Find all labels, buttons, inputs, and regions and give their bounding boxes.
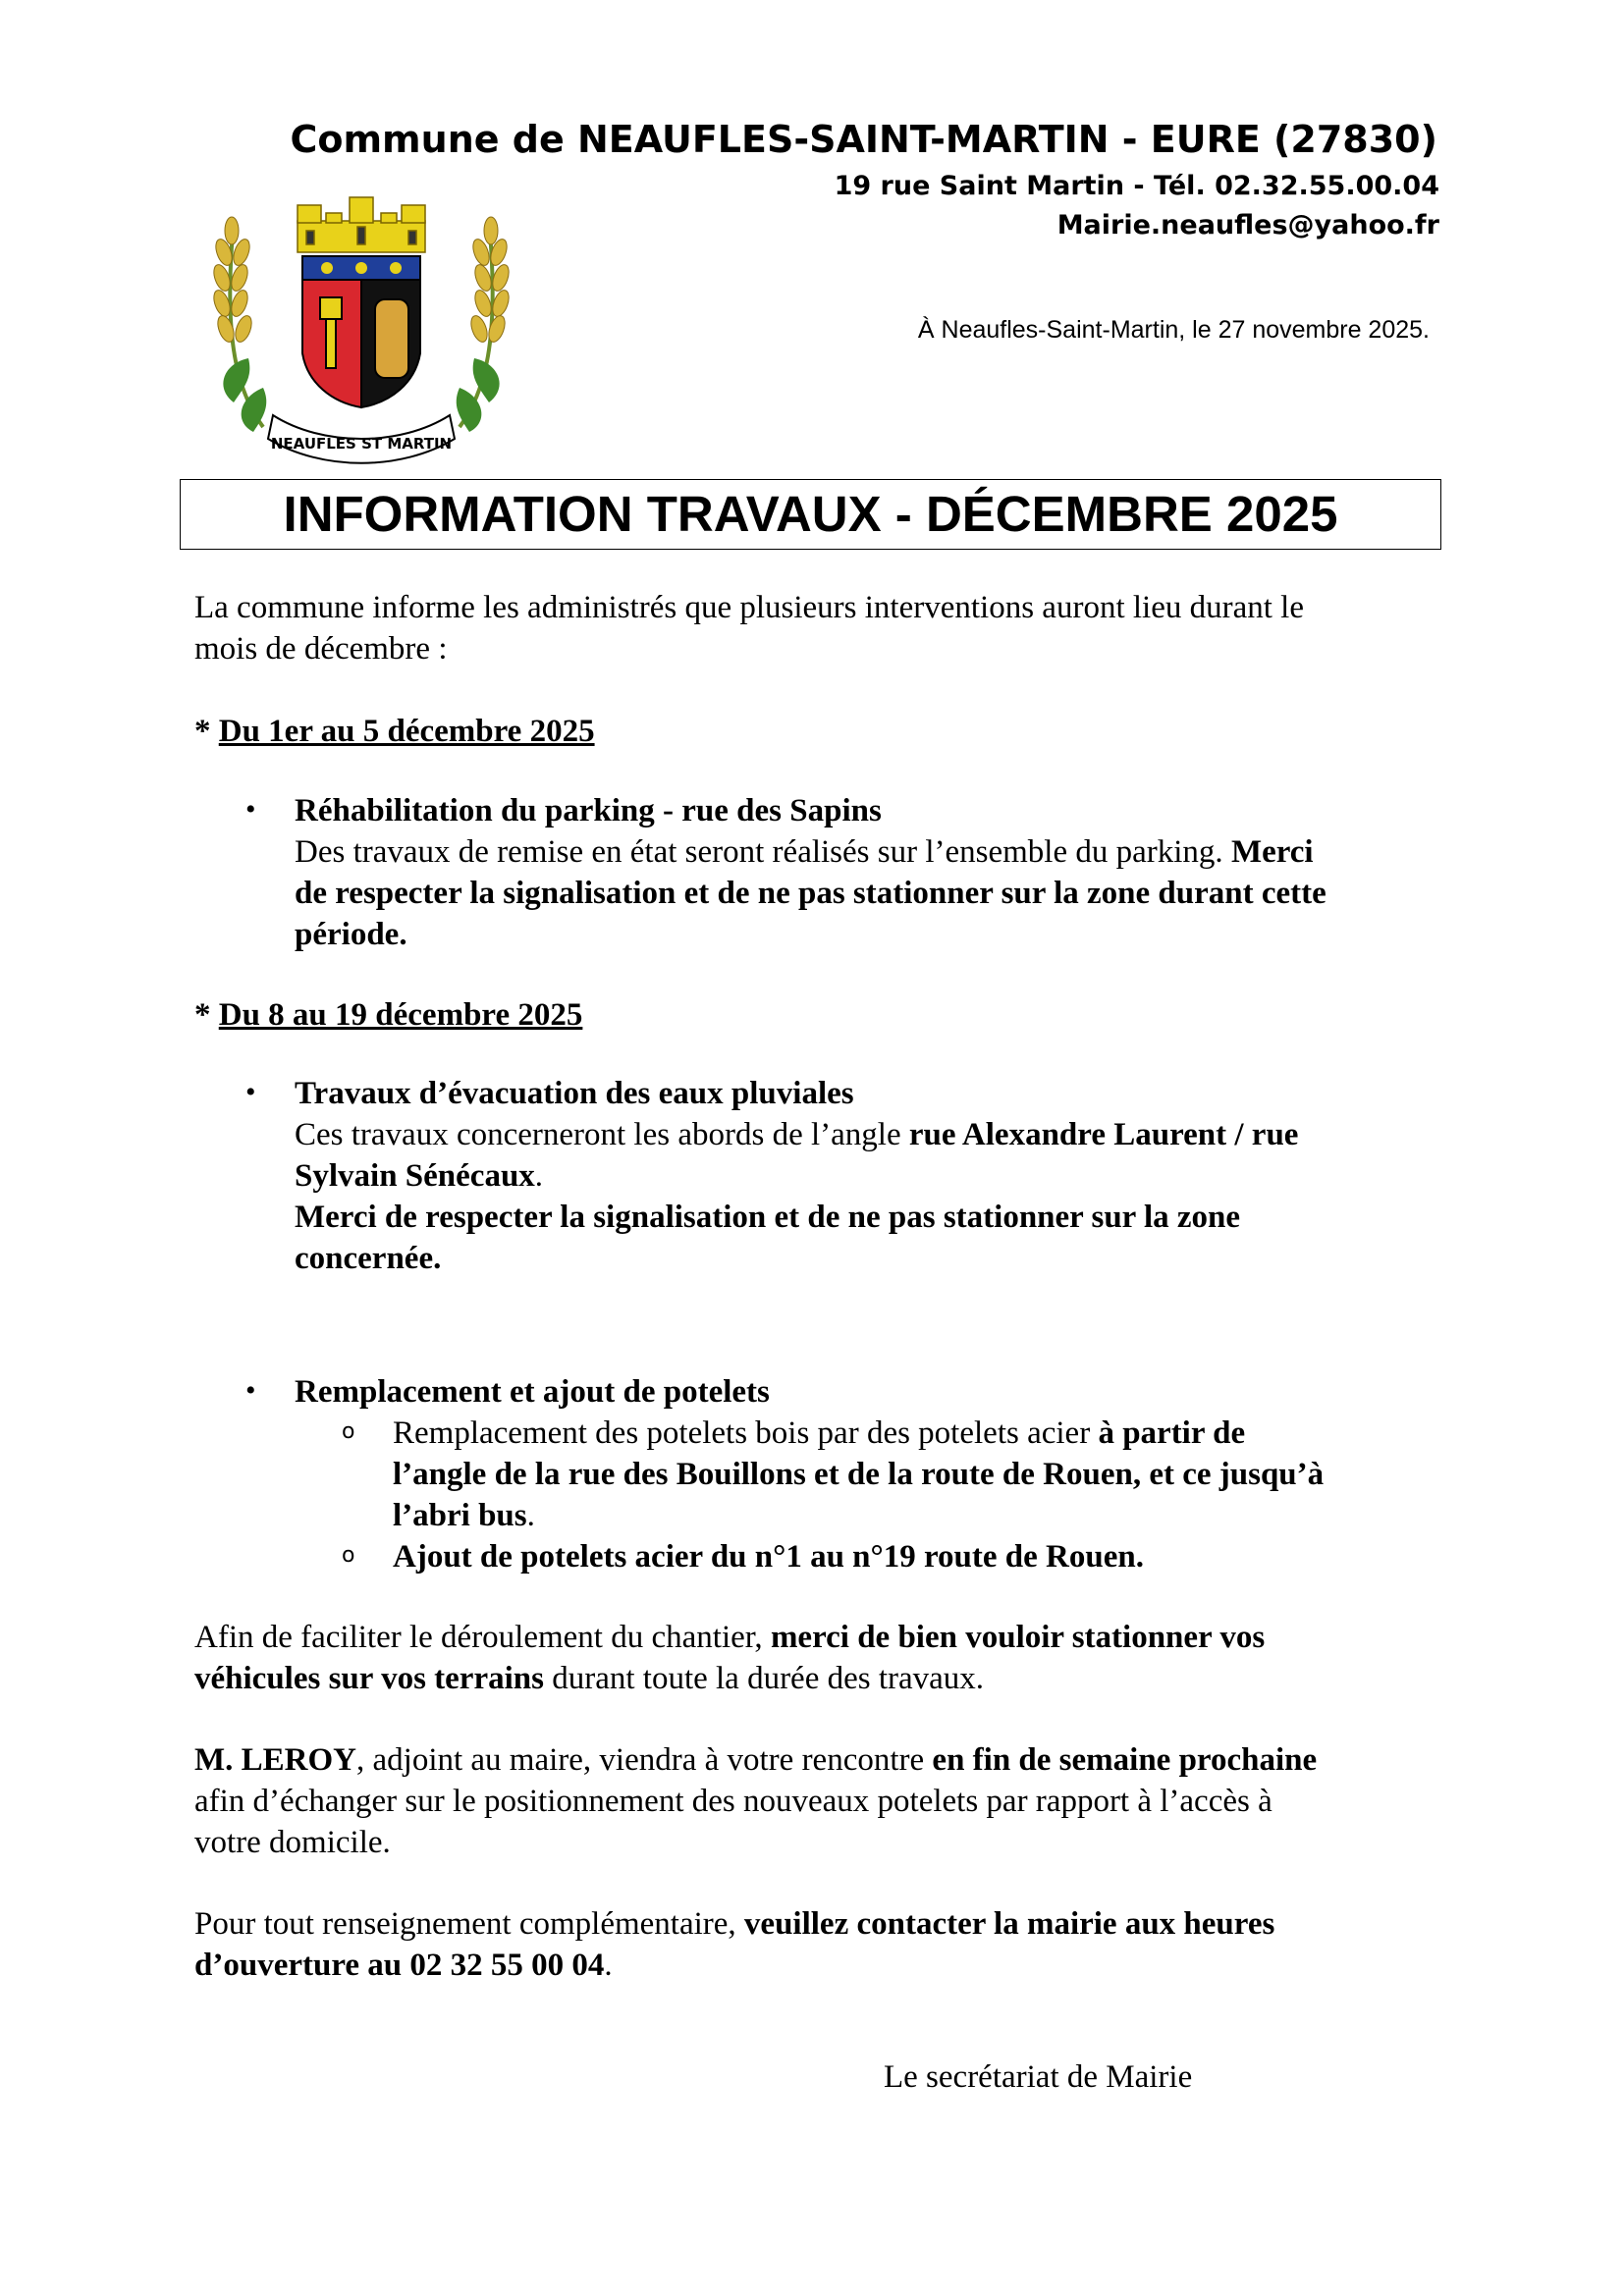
paragraph-line: véhicules sur vos terrains durant toute la durée des travaux. (194, 1661, 985, 1696)
bullet-icon: • (245, 793, 256, 826)
paragraph-line: Pour tout renseignement complémentaire, veuillez contacter la mairie aux heures (194, 1906, 1275, 1942)
item-text: Sylvain Sénécaux. (295, 1158, 544, 1194)
ribbon-text: NEAUFLES ST MARTIN (270, 435, 453, 453)
item-text: concernée. (295, 1241, 442, 1276)
paragraph-line: d’ouverture au 02 32 55 00 04. (194, 1948, 613, 1983)
bullet-icon: • (245, 1076, 256, 1108)
sub-item-text: l’abri bus. (393, 1498, 535, 1533)
bullet-icon: • (245, 1374, 256, 1407)
item-title: Réhabilitation du parking - rue des Sapins (295, 793, 882, 828)
item-text: Des travaux de remise en état seront réalisés sur l’ensemble du parking. Merci (295, 834, 1314, 870)
item-title: Remplacement et ajout de potelets (295, 1374, 770, 1410)
item-text: Ces travaux concerneront les abords de l’angle rue Alexandre Laurent / rue (295, 1117, 1299, 1152)
paragraph-line: votre domicile. (194, 1825, 391, 1860)
item-text: période. (295, 917, 407, 952)
sub-item-text: Ajout de potelets acier du n°1 au n°19 route de Rouen. (393, 1539, 1144, 1575)
paragraph-line: M. LEROY, adjoint au maire, viendra à votre rencontre en fin de semaine prochaine (194, 1742, 1318, 1778)
sub-item-text: l’angle de la rue des Bouillons et de la route de Rouen, et ce jusqu’à (393, 1457, 1325, 1492)
mural-crown-icon (298, 197, 425, 252)
sub-bullet-icon: o (342, 1543, 355, 1568)
item-text: de respecter la signalisation et de ne pas stationner sur la zone durant cette (295, 876, 1326, 911)
intro-line: mois de décembre : (194, 631, 448, 667)
signature: Le secrétariat de Mairie (884, 2059, 1193, 2095)
shield-icon (302, 256, 420, 407)
item-text: Merci de respecter la signalisation et de ne pas stationner sur la zone (295, 1200, 1241, 1235)
commune-crest-logo (204, 191, 518, 476)
commune-address: 19 rue Saint Martin - Tél. 02.32.55.00.04 (834, 171, 1439, 201)
item-title: Travaux d’évacuation des eaux pluviales (295, 1076, 854, 1111)
intro-line: La commune informe les administrés que plusieurs interventions auront lieu durant le (194, 590, 1304, 625)
letter-date: À Neaufles-Saint-Martin, le 27 novembre 2025. (917, 316, 1430, 344)
commune-email: Mairie.neaufles@yahoo.fr (1056, 210, 1439, 240)
sub-bullet-icon: o (342, 1419, 355, 1444)
paragraph-line: afin d’échanger sur le positionnement des nouveaux potelets par rapport à l’accès à (194, 1784, 1272, 1819)
document-title: INFORMATION TRAVAUX - DÉCEMBRE 2025 (180, 479, 1441, 550)
section-heading-2: * Du 8 au 19 décembre 2025 (194, 997, 583, 1033)
paragraph-line: Afin de faciliter le déroulement du chantier, merci de bien vouloir stationner vos (194, 1620, 1266, 1655)
section-heading-1: * Du 1er au 5 décembre 2025 (194, 714, 595, 749)
commune-title: Commune de NEAUFLES-SAINT-MARTIN - EURE (27830) (290, 118, 1437, 161)
sub-item-text: Remplacement des potelets bois par des potelets acier à partir de (393, 1415, 1246, 1451)
